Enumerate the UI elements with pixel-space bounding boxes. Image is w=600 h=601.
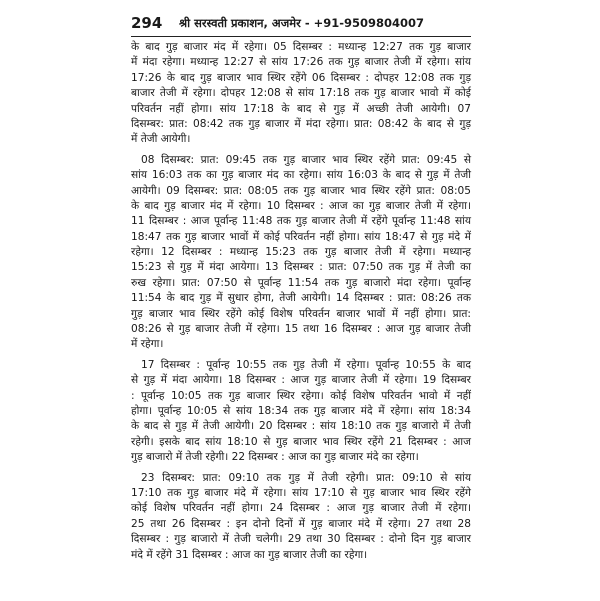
text-line: आयेगी। 09 दिसम्बर: प्रात: 08:05 तक गुड़ बाजार भाव स्थिर रहेंगे प्रात: 08:05 [131, 184, 471, 197]
text-line: मंदे में रहेंगे 31 दिसम्बर : आज का गुड़ बाजार तेजी का रहेगा। [131, 548, 368, 561]
text-line: 23 दिसम्बर: प्रात: 09:10 तक गुड़ में तेजी रहेगी। प्रात: 09:10 से सांय [141, 471, 471, 484]
page-number: 294 [131, 14, 163, 32]
text-line: 15:23 से गुड़ में मंदा आयेगा। 13 दिसम्बर : प्रात: 07:50 तक गुड़ में तेजी का [131, 261, 471, 274]
paragraph [131, 153, 471, 353]
text-line: में मंदा रहेगा। मध्यान्ह 12:27 से सांय 17:26 तक गुड़ बाजार तेजी में रहेगा। सांय [131, 56, 471, 69]
text-line: में तेजी आयेगी। [131, 133, 191, 146]
text-line: 17:10 तक गुड़ बाजार मंदे में रहेगा। सांय 17:10 से गुड़ बाजार भाव स्थिर रहेंगे [131, 486, 471, 499]
text-line: बाजार तेजी में रहेगा। दोपहर 12:08 से सांय 17:18 तक गुड़ बाजार भावो में कोई [131, 87, 471, 100]
text-line: 25 तथा 26 दिसम्बर : इन दोनो दिनों में गुड़ बाजार मंदे में रहेगा। 27 तथा 28 [131, 517, 471, 530]
text-line: कोई विशेष परिवर्तन नहीं होगा। 24 दिसम्बर : आज गुड़ बाजार तेजी में रहेगा। [131, 502, 471, 515]
text-line: दिसम्बर: प्रात: 08:42 तक गुड़ बाजार में मंदा रहेगा। प्रात: 08:42 के बाद से गुड़ [131, 117, 471, 130]
text-line: : पूर्वान्ह 10:05 तक गुड़ बाजार स्थिर रहेगा। कोई विशेष परिवर्तन भावो में नहीं [131, 389, 471, 402]
text-line: के बाद गुड़ बाजार मंद में रहेगा। 10 दिसम्बर : आज का गुड़ बाजार तेजी में रहेगा। [131, 199, 471, 212]
text-line: होगा। पूर्वान्ह 10:05 से सांय 18:34 तक गुड़ बाजार मंदे में रहेगा। सांय 18:34 [131, 404, 471, 417]
text-line: रहेगा। 12 दिसम्बर : मध्यान्ह 15:23 तक गुड़ बाजार तेजी में रहेगा। मध्यान्ह [131, 246, 471, 259]
text-line: 11 दिसम्बर : आज पूर्वान्ह 11:48 तक गुड़ बाजार तेजी में रहेंगे पूर्वान्ह 11:48 सांय [131, 215, 471, 228]
paragraph [131, 40, 471, 148]
text-line: से गुड़ में मंदा आयेगा। 18 दिसम्बर : आज गुड़ बाजार तेजी में रहेगा। 19 दिसम्बर [131, 374, 471, 387]
text-line: 08 दिसम्बर: प्रात: 09:45 तक गुड़ बाजार भाव स्थिर रहेंगे प्रात: 09:45 से [141, 153, 471, 166]
paragraph [131, 358, 471, 466]
page-header [131, 14, 471, 37]
running-head: श्री सरस्वती प्रकाशन, अजमेर - +91-9509804007 [179, 16, 425, 30]
paragraph [131, 471, 471, 563]
text-line: गुड़ बाजारो में तेजी रहेगी। 22 दिसम्बर : आज का गुड़ बाजार मंदे का रहेगा। [131, 451, 419, 464]
text-line: के बाद से गुड़ में तेजी आयेगी। 20 दिसम्बर : सांय 18:10 तक गुड़ बाजारो में तेजी [131, 420, 471, 433]
text-line: रुख रहेगा। प्रात: 07:50 से पूर्वान्ह 11:54 तक गुड़ बाजारो मंदा रहेगा। पूर्वान्ह [131, 276, 471, 289]
text-line: रहेगी। इसके बाद सांय 18:10 से गुड़ बाजार भाव स्थिर रहेंगे 21 दिसम्बर : आज [131, 435, 471, 448]
text-line: 18:47 तक गुड़ बाजार भावों में कोई परिवर्तन नहीं होगा। सांय 18:47 से गुड़ मंदे में [131, 230, 471, 243]
text-line: के बाद गुड़ बाजार मंद में रहेगा। 05 दिसम्बर : मध्यान्ह 12:27 तक गुड़ बाजार [131, 41, 471, 53]
text-line: 08:26 से गुड़ बाजार तेजी में रहेगा। 15 तथा 16 दिसम्बर : आज गुड़ बाजार तेजी [131, 323, 471, 336]
text-line: 11:54 के बाद गुड़ में सुधार होगा, तेजी आयेगी। 14 दिसम्बर : प्रात: 08:26 तक [131, 292, 471, 305]
text-line: 17 दिसम्बर : पूर्वान्ह 10:55 तक गुड़ तेजी में रहेगा। पूर्वान्ह 10:55 के बाद [141, 358, 471, 371]
body-text [131, 40, 471, 568]
text-line: सांय 16:03 तक का गुड़ बाजार मंद का रहेगा। सांय 16:03 के बाद से गुड़ में तेजी [131, 169, 471, 182]
text-line: 17:26 के बाद गुड़ बाजार भाव स्थिर रहेंगे 06 दिसम्बर : दोपहर 12:08 तक गुड़ [131, 71, 471, 84]
text-line: परिवर्तन नहीं होगा। सांय 17:18 के बाद से गुड़ में अच्छी तेजी आयेगी। 07 [131, 102, 471, 115]
text-line: गुड़ बाजार भाव स्थिर रहेंगे कोई विशेष परिवर्तन बाजार भावों में नहीं होगा। प्रात: [131, 307, 471, 320]
text-line: दिसम्बर : गुड़ बाजारो में तेजी चलेगी। 29 तथा 30 दिसम्बर : दोनो दिन गुड़ बाजार [131, 533, 471, 546]
text-line: में रहेगा। [131, 338, 164, 351]
